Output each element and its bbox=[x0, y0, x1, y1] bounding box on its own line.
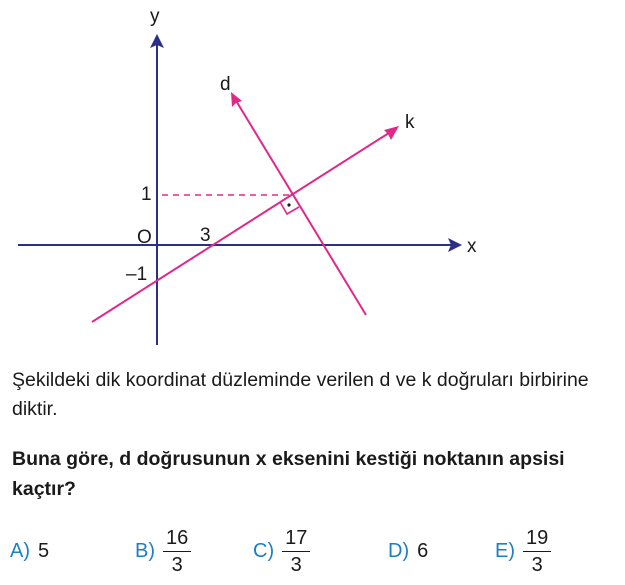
question-block bbox=[12, 366, 622, 504]
choice-c-denominator: 3 bbox=[290, 553, 302, 576]
choice-d-value: 6 bbox=[417, 539, 429, 562]
choice-d[interactable] bbox=[388, 523, 428, 579]
choice-b-numerator: 16 bbox=[163, 526, 191, 552]
choice-a-letter: A) bbox=[10, 539, 30, 562]
question-text: Buna göre, d doğrusunun x eksenini kestiği noktanın apsisi kaçtır? bbox=[12, 448, 565, 500]
line-d-arrow-icon bbox=[231, 92, 242, 107]
choice-d-letter: D) bbox=[388, 539, 410, 562]
choice-e-numerator: 19 bbox=[523, 526, 551, 552]
choice-b[interactable] bbox=[135, 523, 191, 579]
choice-b-denominator: 3 bbox=[171, 553, 183, 576]
choice-e-denominator: 3 bbox=[531, 553, 543, 576]
line-k-label: k bbox=[405, 112, 415, 133]
line-k-arrow-icon bbox=[384, 126, 399, 140]
choice-c-fraction bbox=[282, 526, 310, 577]
choice-e-letter: E) bbox=[495, 539, 515, 562]
choice-b-fraction bbox=[163, 526, 191, 577]
origin-label: O bbox=[137, 227, 152, 248]
right-angle-dot bbox=[287, 203, 290, 206]
choice-c-numerator: 17 bbox=[282, 526, 310, 552]
y-tick-neg-label: –1 bbox=[126, 264, 148, 285]
choice-a-value: 5 bbox=[38, 539, 50, 562]
x-tick-label: 3 bbox=[200, 225, 211, 246]
choice-e-fraction bbox=[523, 526, 551, 577]
choice-b-letter: B) bbox=[135, 539, 155, 562]
line-d-label: d bbox=[220, 74, 231, 95]
choice-e[interactable] bbox=[495, 523, 551, 579]
y-axis-label: y bbox=[150, 6, 160, 27]
line-d bbox=[235, 99, 366, 315]
choice-a[interactable] bbox=[10, 523, 49, 579]
problem-statement: Şekildeki dik koordinat düzleminde verilen d ve k doğruları birbirine diktir. bbox=[12, 369, 589, 420]
answer-choices bbox=[10, 523, 620, 579]
choice-c-letter: C) bbox=[253, 539, 275, 562]
y-tick-pos-label: 1 bbox=[141, 184, 152, 205]
choice-c[interactable] bbox=[253, 523, 310, 579]
x-axis-label: x bbox=[467, 236, 477, 257]
